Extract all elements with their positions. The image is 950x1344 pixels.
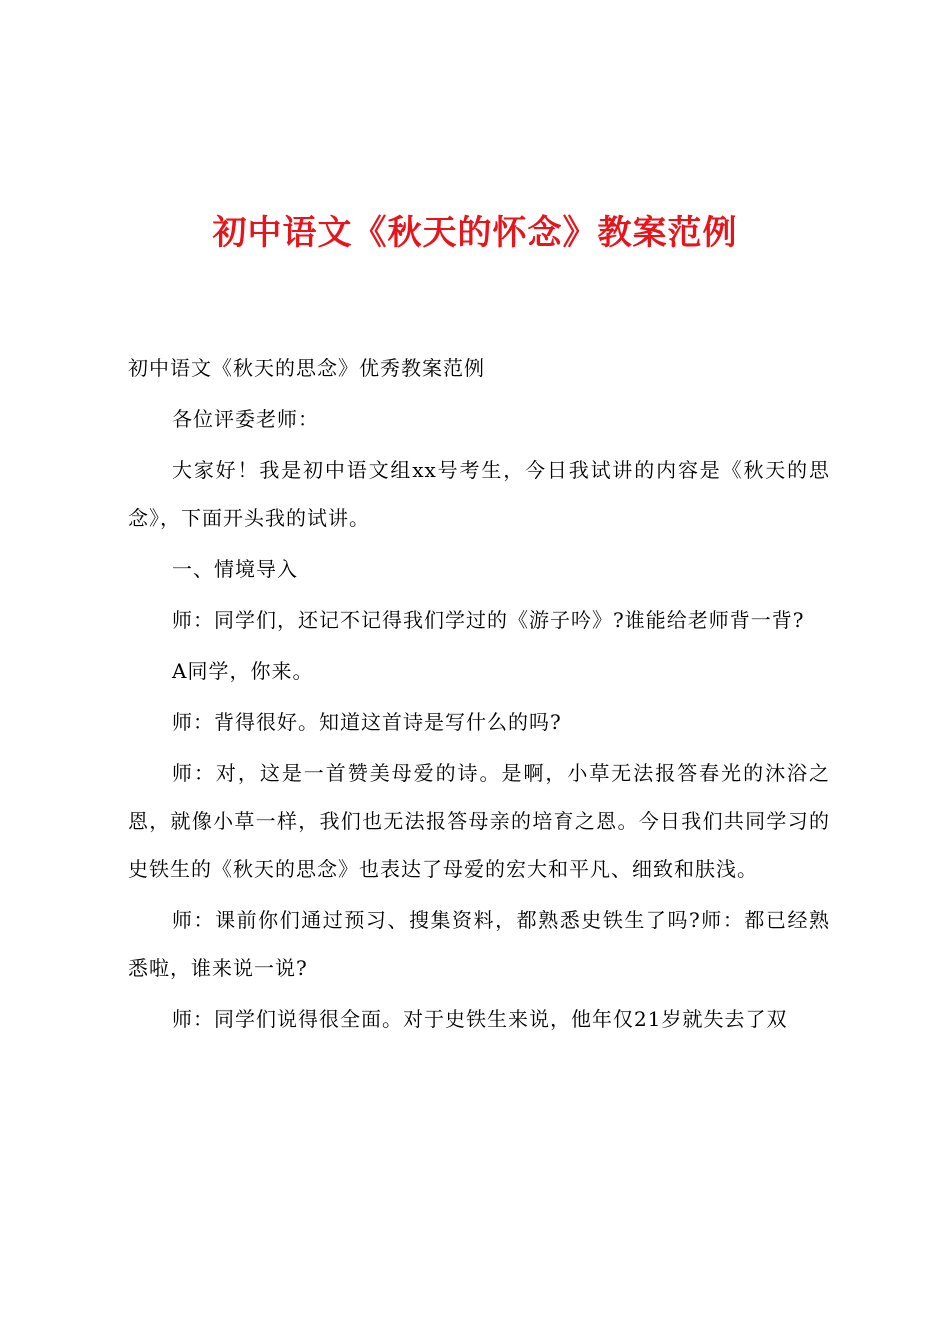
paragraph: A同学，你来。 bbox=[172, 659, 314, 683]
document-body bbox=[128, 344, 830, 1046]
paragraph-subtitle: 初中语文《秋天的思念》优秀教案范例 bbox=[128, 356, 485, 380]
document-title: 初中语文《秋天的怀念》教案范例 bbox=[212, 213, 738, 253]
paragraph-greeting: 各位评委老师： bbox=[172, 407, 319, 431]
paragraph: 师：背得很好。知道这首诗是写什么的吗? bbox=[172, 710, 562, 734]
section-heading: 一、情境导入 bbox=[172, 557, 298, 581]
paragraph: 师：对，这是一首赞美母爱的诗。是啊，小草无法报答春光的沐浴之恩，就像小草一样，我们也无法报答母亲的培育之恩。今日我们共同学习的史铁生的《秋天的思念》也表达了母爱的宏大和平凡、细致和肤浅。 bbox=[128, 761, 830, 881]
paragraph-intro: 大家好！我是初中语文组xx号考生，今日我试讲的内容是《秋天的思念》，下面开头我的试讲。 bbox=[128, 458, 830, 530]
paragraph: 师：同学们，还记不记得我们学过的《游子吟》?谁能给老师背一背? bbox=[172, 608, 805, 632]
paragraph: 师：课前你们通过预习、搜集资料，都熟悉史铁生了吗?师：都已经熟悉啦，谁来说一说? bbox=[128, 908, 830, 980]
paragraph: 师：同学们说得很全面。对于史铁生来说，他年仅21岁就失去了双 bbox=[172, 1007, 788, 1031]
